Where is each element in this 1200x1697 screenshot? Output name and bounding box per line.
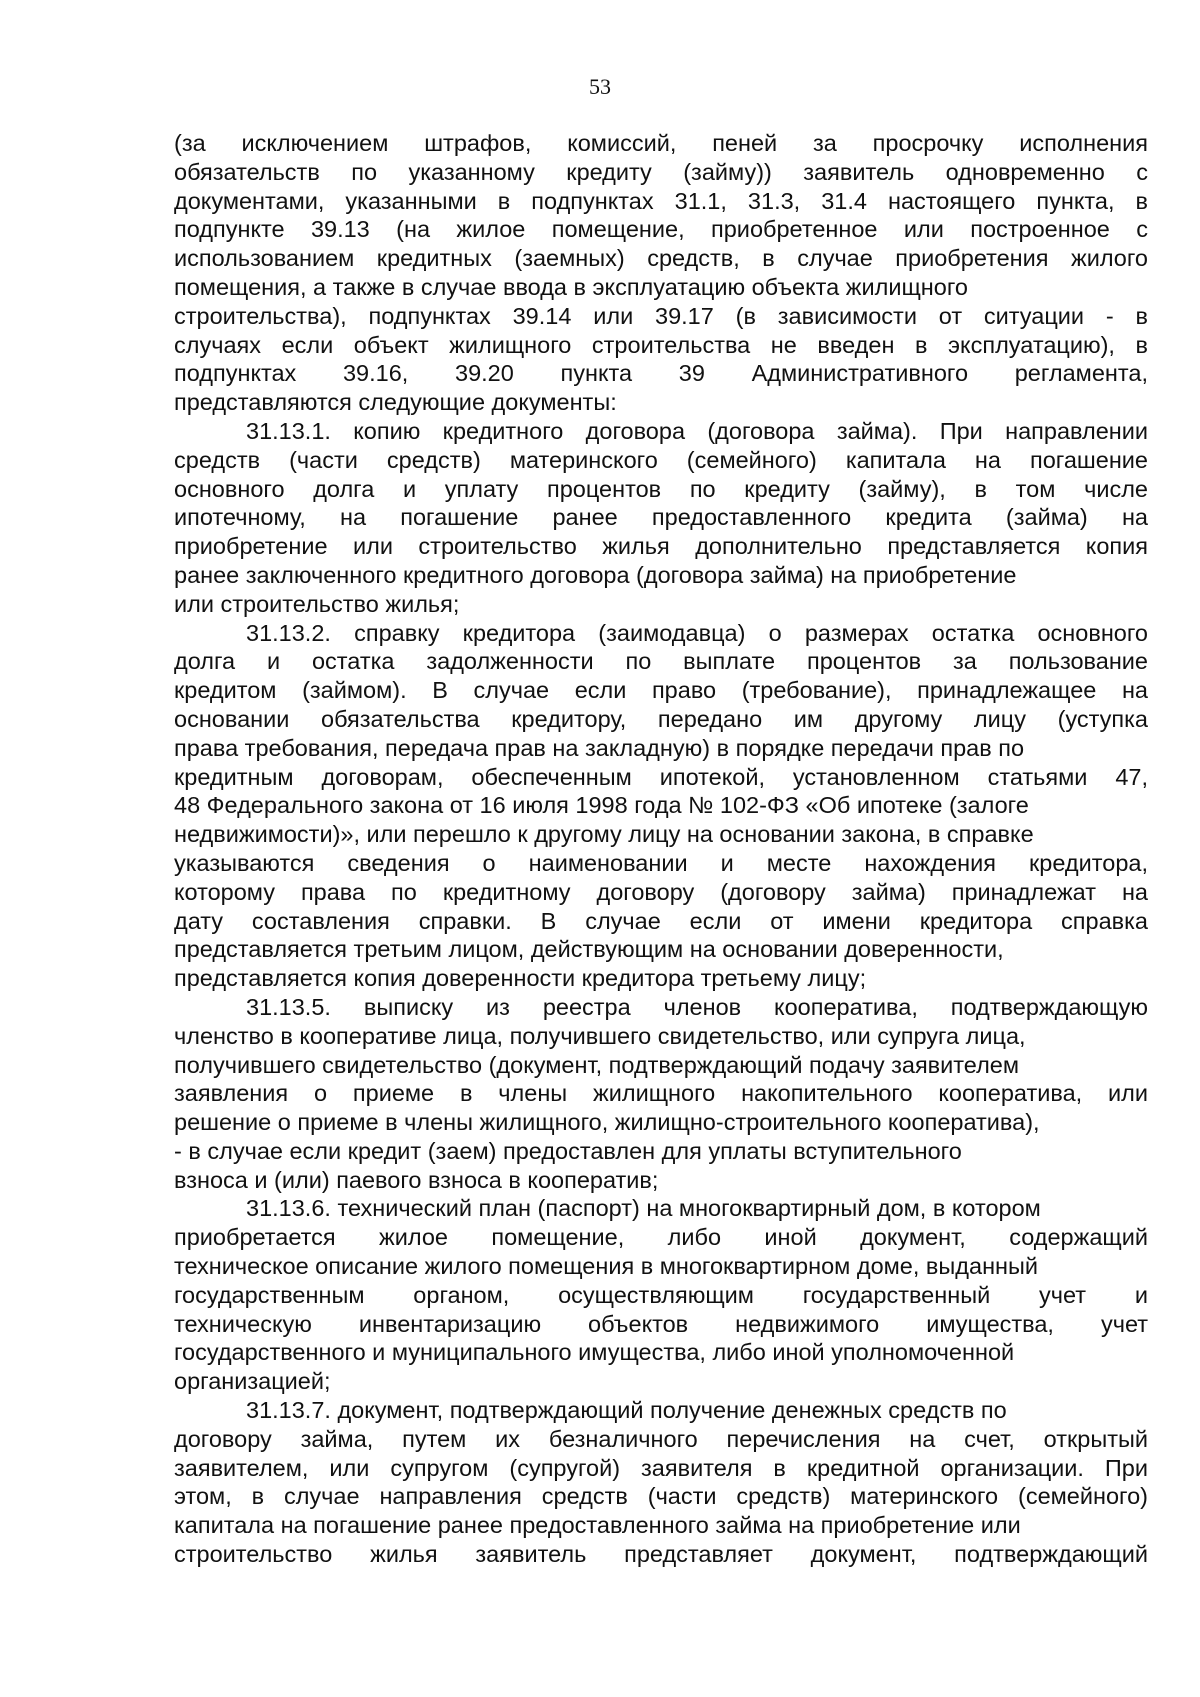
text-line: техническую инвентаризацию объектов недвижимого имущества, учет xyxy=(174,1310,1148,1337)
text-line: - в случае если кредит (заем) предоставлен для уплаты вступительного xyxy=(174,1137,962,1164)
text-line: средств (части средств) материнского (семейного) капитала на погашение xyxy=(174,446,1148,473)
text-line: капитала на погашение ранее предоставленного займа на приобретение или xyxy=(174,1512,1021,1539)
text-line: решение о приеме в члены жилищного, жилищно-строительного кооператива), xyxy=(174,1109,1040,1136)
text-line: 31.13.5. выписку из реестра членов кооператива, подтверждающую xyxy=(246,993,1148,1020)
page-number: 53 xyxy=(589,74,611,99)
text-line: которому права по кредитному договору (договору займа) принадлежат на xyxy=(174,878,1148,905)
text-line: подпунктах 39.16, 39.20 пункта 39 Административного регламента, xyxy=(174,360,1148,387)
text-line: права требования, передача прав на закладную) в порядке передачи прав по xyxy=(174,734,1025,761)
text-line: представляются следующие документы: xyxy=(174,389,617,416)
text-line: 31.13.6. технический план (паспорт) на многоквартирный дом, в котором xyxy=(246,1195,1041,1222)
text-line: заявления о приеме в члены жилищного накопительного кооператива, или xyxy=(174,1080,1148,1107)
text-line: обязательств по указанному кредиту (займу)) заявитель одновременно с xyxy=(174,158,1148,185)
text-line: представляется копия доверенности кредитора третьему лицу; xyxy=(174,965,867,992)
text-line: указываются сведения о наименовании и месте нахождения кредитора, xyxy=(174,849,1148,876)
text-line: долга и остатка задолженности по выплате процентов за пользование xyxy=(174,648,1148,675)
text-line: государственного и муниципального имущества, либо иной уполномоченной xyxy=(174,1339,1015,1366)
text-line: кредитным договорам, обеспеченным ипотекой, установленном статьями 47, xyxy=(174,763,1148,790)
text-line: ранее заключенного кредитного договора (договора займа) на приобретение xyxy=(174,561,1017,588)
text-line: строительство жилья заявитель представляет документ, подтверждающий xyxy=(174,1541,1148,1568)
text-line: взноса и (или) паевого взноса в кооператив; xyxy=(174,1166,659,1193)
text-line: 31.13.2. справку кредитора (заимодавца) о размерах остатка основного xyxy=(246,619,1148,646)
text-line: недвижимости)», или перешло к другому лицу на основании закона, в справке xyxy=(174,821,1034,848)
text-line: получившего свидетельство (документ, подтверждающий подачу заявителем xyxy=(174,1051,1020,1078)
text-line: представляется третьим лицом, действующим на основании доверенности, xyxy=(174,936,1004,963)
text-line: 48 Федерального закона от 16 июля 1998 года № 102-ФЗ «Об ипотеке (залоге xyxy=(174,792,1029,819)
text-line: основного долга и уплату процентов по кредиту (займу), в том числе xyxy=(174,475,1148,502)
text-line: членство в кооперативе лица, получившего свидетельство, или супруга лица, xyxy=(174,1022,1026,1049)
text-line: помещения, а также в случае ввода в эксплуатацию объекта жилищного xyxy=(174,273,968,300)
text-line: случаях если объект жилищного строительства не введен в эксплуатацию), в xyxy=(174,331,1148,358)
text-line: этом, в случае направления средств (части средств) материнского (семейного) xyxy=(174,1483,1148,1510)
text-line: или строительство жилья; xyxy=(174,590,460,617)
text-line: заявителем, или супругом (супругой) заявителя в кредитной организации. При xyxy=(174,1454,1148,1481)
text-line: строительства), подпунктах 39.14 или 39.17 (в зависимости от ситуации - в xyxy=(174,302,1148,329)
text-line: договору займа, путем их безналичного перечисления на счет, открытый xyxy=(174,1425,1148,1452)
text-line: организацией; xyxy=(174,1368,331,1395)
text-line: 31.13.1. копию кредитного договора (договора займа). При направлении xyxy=(246,417,1148,444)
text-line: приобретение или строительство жилья дополнительно представляется копия xyxy=(174,533,1148,560)
text-line: дату составления справки. В случае если от имени кредитора справка xyxy=(174,907,1148,934)
document-body xyxy=(174,129,1148,1569)
text-line: документами, указанными в подпунктах 31.1, 31.3, 31.4 настоящего пункта, в xyxy=(174,187,1148,214)
text-line: техническое описание жилого помещения в многоквартирном доме, выданный xyxy=(174,1253,1039,1280)
text-line: (за исключением штрафов, комиссий, пеней за просрочку исполнения xyxy=(174,130,1148,156)
text-line: использованием кредитных (заемных) средств, в случае приобретения жилого xyxy=(174,245,1148,272)
text-line: приобретается жилое помещение, либо иной документ, содержащий xyxy=(174,1224,1148,1251)
text-line: государственным органом, осуществляющим государственный учет и xyxy=(174,1281,1148,1308)
text-line: 31.13.7. документ, подтверждающий получение денежных средств по xyxy=(246,1397,1007,1424)
text-line: ипотечному, на погашение ранее предоставленного кредита (займа) на xyxy=(174,504,1148,531)
text-line: основании обязательства кредитору, передано им другому лицу (уступка xyxy=(174,705,1148,732)
text-line: кредитом (займом). В случае если право (требование), принадлежащее на xyxy=(174,677,1148,704)
text-line: подпункте 39.13 (на жилое помещение, приобретенное или построенное с xyxy=(174,216,1148,243)
